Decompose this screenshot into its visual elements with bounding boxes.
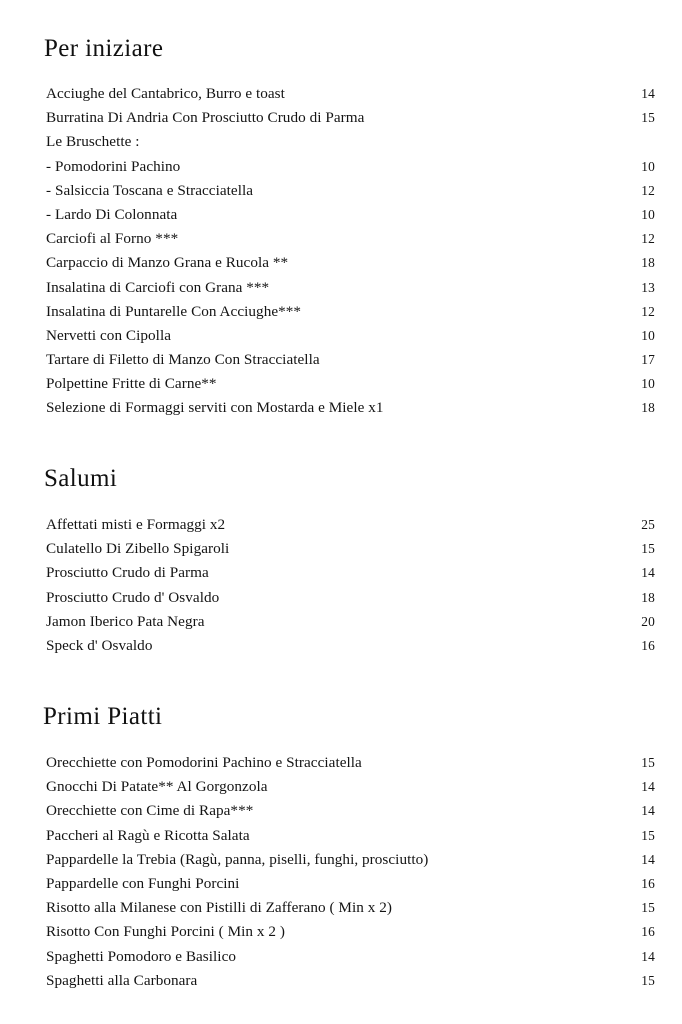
menu-item-row: [0, 537, 682, 561]
menu-item-row: [0, 276, 682, 300]
menu-section-antipasti: [0, 36, 682, 421]
menu-item-price: 15: [641, 827, 655, 843]
menu-item-list-primi: [0, 751, 682, 993]
menu-item-price: 15: [641, 972, 655, 988]
menu-item-name: Spaghetti alla Carbonara: [46, 971, 198, 989]
menu-item-list-salumi: [0, 513, 682, 658]
menu-item-price: 10: [641, 327, 655, 343]
menu-item-price: 14: [641, 948, 655, 964]
menu-item-price: 18: [641, 589, 655, 605]
menu-item-row: [0, 155, 682, 179]
menu-item-name: Prosciutto Crudo d' Osvaldo: [46, 588, 220, 606]
menu-item-row: [0, 300, 682, 324]
menu-item-row: [0, 179, 682, 203]
menu-item-row: [0, 969, 682, 993]
menu-item-name: - Pomodorini Pachino: [46, 157, 181, 175]
menu-item-price: 13: [641, 279, 655, 295]
menu-item-name: Tartare di Filetto di Manzo Con Stracciatella: [46, 351, 320, 369]
menu-item-row: [0, 896, 682, 920]
menu-item-name: Le Bruschette :: [46, 133, 140, 151]
menu-item-row: [0, 610, 682, 634]
section-heading-antipasti: Per iniziare: [44, 35, 164, 62]
menu-item-price: 16: [641, 875, 655, 891]
menu-item-name: Insalatina di Puntarelle Con Acciughe***: [46, 302, 302, 320]
menu-item-row: [0, 348, 682, 372]
menu-item-row: [0, 751, 682, 775]
menu-item-row: [0, 203, 682, 227]
menu-item-name: Pappardelle la Trebia (Ragù, panna, piselli, funghi, prosciutto): [46, 850, 429, 868]
menu-item-price: 12: [641, 303, 655, 319]
menu-item-row: [0, 775, 682, 799]
menu-item-name: Carciofi al Forno ***: [46, 230, 179, 248]
menu-item-row: [0, 82, 682, 106]
menu-item-name: Gnocchi Di Patate** Al Gorgonzola: [46, 778, 268, 796]
menu-item-row: [0, 799, 682, 823]
menu-item-name: Nervetti con Cipolla: [46, 326, 171, 344]
menu-item-row: [0, 561, 682, 585]
menu-item-name: Jamon Iberico Pata Negra: [46, 612, 205, 630]
menu-item-row: [0, 634, 682, 658]
menu-item-name: Affettati misti e Formaggi x2: [46, 516, 226, 533]
menu-item-price: 14: [641, 565, 655, 581]
menu-item-row: [0, 920, 682, 944]
menu-item-price: 16: [641, 637, 655, 653]
menu-item-price: 16: [641, 924, 655, 940]
menu-item-name: - Salsiccia Toscana e Stracciatella: [46, 181, 254, 199]
menu-item-price: 20: [641, 613, 655, 629]
menu-item-price: 17: [641, 352, 655, 368]
menu-item-row: [0, 848, 682, 872]
menu-item-price: 12: [641, 231, 655, 247]
menu-item-price: 15: [641, 541, 655, 557]
menu-item-name: Carpaccio di Manzo Grana e Rucola **: [46, 254, 289, 272]
section-heading-salumi: Salumi: [44, 465, 118, 492]
menu-item-price: 15: [641, 110, 655, 126]
menu-item-name: Insalatina di Carciofi con Grana ***: [46, 278, 270, 296]
menu-item-row: [0, 396, 682, 420]
menu-item-price: 14: [641, 86, 655, 101]
menu-item-name: Paccheri al Ragù e Ricotta Salata: [46, 826, 250, 844]
menu-item-price: 15: [641, 900, 655, 916]
menu-item-name: Acciughe del Cantabrico, Burro e toast: [46, 85, 285, 102]
menu-item-price: 12: [641, 182, 655, 198]
menu-item-price: 15: [641, 755, 655, 770]
menu-item-name: - Lardo Di Colonnata: [46, 205, 178, 223]
menu-item-row: [0, 586, 682, 610]
menu-item-price: 14: [641, 779, 655, 795]
menu-item-name: Orecchiette con Pomodorini Pachino e Stracciatella: [46, 754, 362, 771]
menu-item-name: Speck d' Osvaldo: [46, 636, 153, 654]
menu-item-row: [0, 372, 682, 396]
menu-item-row: [0, 824, 682, 848]
menu-item-name: Burratina Di Andria Con Prosciutto Crudo di Parma: [46, 109, 365, 127]
menu-section-primi: [0, 704, 682, 993]
menu-section-salumi: [0, 466, 682, 658]
menu-item-row: [0, 513, 682, 537]
menu-item-price: 10: [641, 158, 655, 174]
menu-item-name: Culatello Di Zibello Spigaroli: [46, 540, 230, 558]
menu-item-name: Risotto Con Funghi Porcini ( Min x 2 ): [46, 923, 286, 941]
section-heading-primi: Primi Piatti: [43, 703, 163, 730]
menu-item-price: 18: [641, 255, 655, 271]
menu-item-name: Prosciutto Crudo di Parma: [46, 564, 209, 582]
menu-item-price: 10: [641, 206, 655, 222]
menu-item-row: [0, 227, 682, 251]
menu-item-row: [0, 945, 682, 969]
menu-item-row: [0, 324, 682, 348]
menu-item-row: [0, 251, 682, 275]
menu-item-list-antipasti: [0, 82, 682, 421]
menu-item-price: 18: [641, 400, 655, 416]
menu-item-name: Spaghetti Pomodoro e Basilico: [46, 947, 237, 965]
menu-item-price: 14: [641, 803, 655, 819]
menu-item-name: Selezione di Formaggi serviti con Mostarda e Miele x1: [46, 399, 384, 417]
menu-item-name: Pappardelle con Funghi Porcini: [46, 874, 240, 892]
menu-item-name: Polpettine Fritte di Carne**: [46, 375, 217, 393]
menu-item-name: Risotto alla Milanese con Pistilli di Zafferano ( Min x 2): [46, 899, 392, 917]
menu-item-row: [0, 130, 682, 154]
menu-item-row: [0, 872, 682, 896]
menu-item-price: 25: [641, 517, 655, 532]
menu-item-name: Orecchiette con Cime di Rapa***: [46, 802, 254, 820]
menu-item-price: 14: [641, 851, 655, 867]
menu-item-price: 10: [641, 376, 655, 392]
menu-item-row: [0, 106, 682, 130]
